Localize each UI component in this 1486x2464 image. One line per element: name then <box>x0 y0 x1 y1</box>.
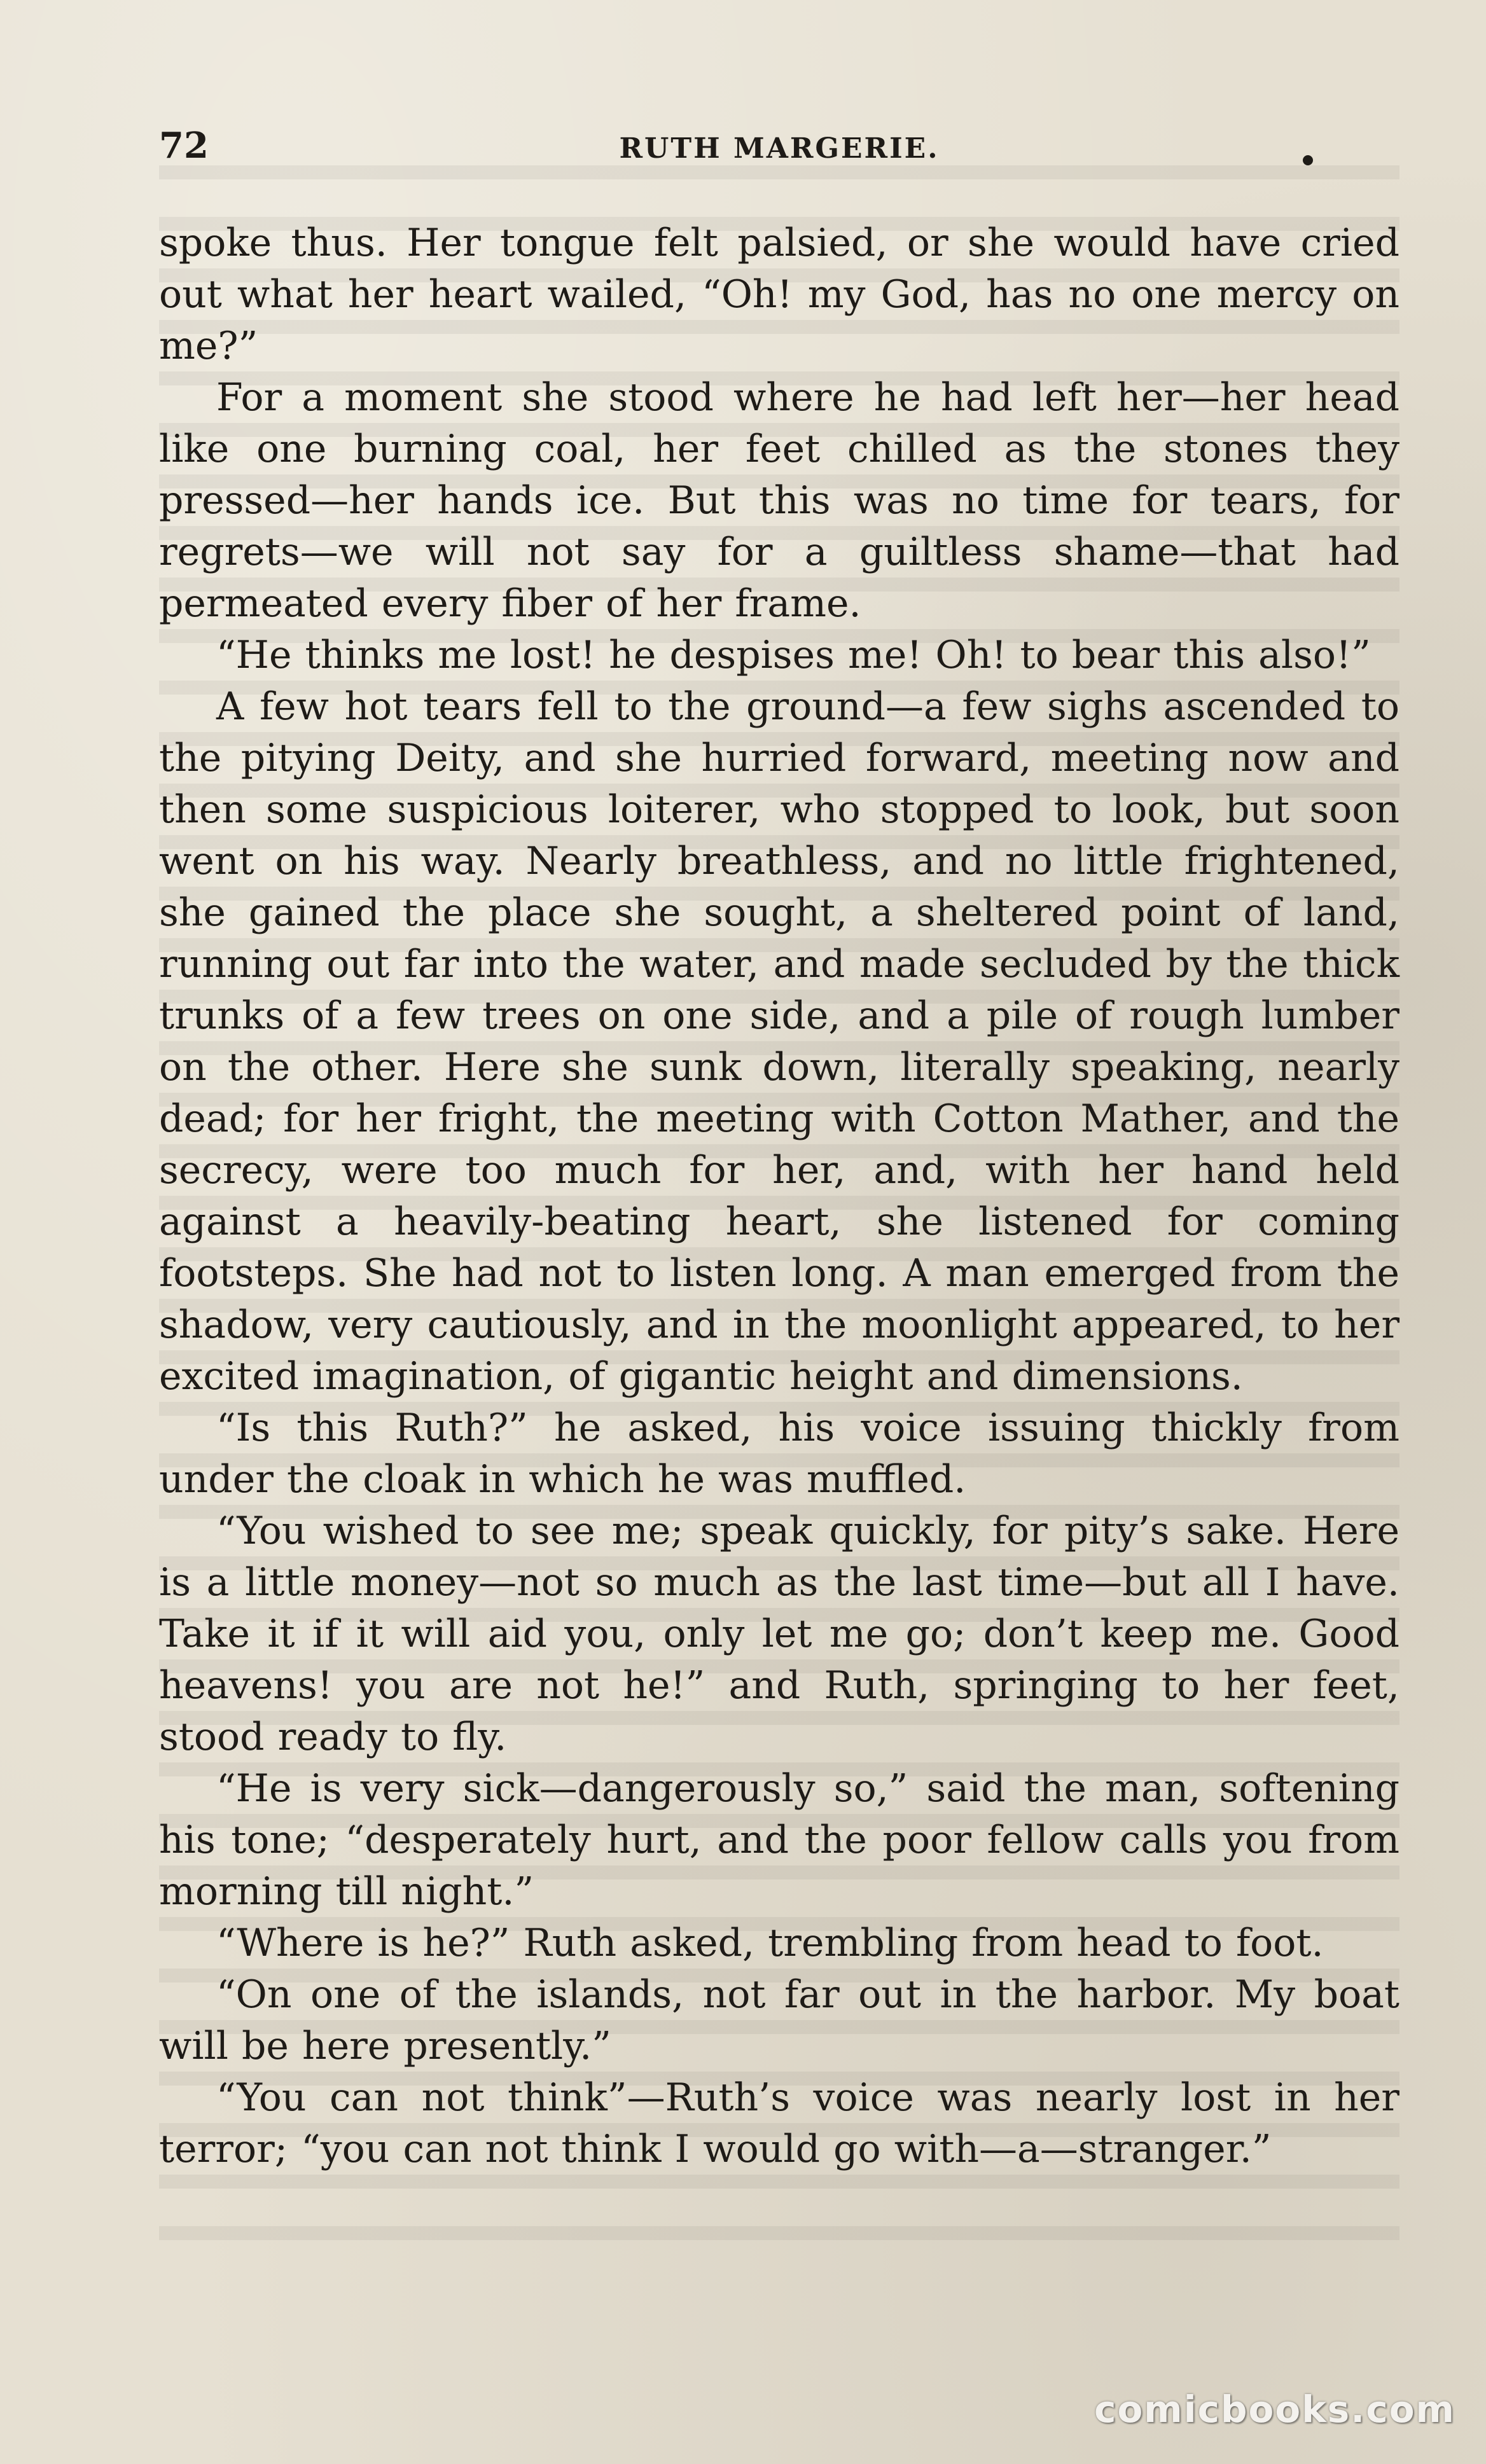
paragraph: “On one of the islands, not far out in the harbor. My boat will be here presently.” <box>159 1972 1399 2068</box>
paragraph: “He is very sick—dangerously so,” said the man, softening his tone; “desperately hurt, and the poor fellow calls you from morning till night.” <box>159 1766 1399 1914</box>
paragraph: “You can not think”—Ruth’s voice was nearly lost in her terror; “you can not think I would go with—a—stranger.” <box>159 2075 1399 2171</box>
paragraph: “Is this Ruth?” he asked, his voice issuing thickly from under the cloak in which he was muffled. <box>159 1406 1399 1502</box>
paragraph: “Where is he?” Ruth asked, trembling from head to foot. <box>216 1921 1324 1965</box>
paragraph: spoke thus. Her tongue felt palsied, or she would have cried out what her heart wailed, “Oh! my God, has no one mercy on me?” <box>159 221 1399 368</box>
ink-dot-mark <box>1303 155 1313 165</box>
page-header <box>159 125 1399 176</box>
paragraph: “He thinks me lost! he despises me! Oh! to bear this also!” <box>216 633 1371 677</box>
page-number: 72 <box>159 125 209 167</box>
paragraph: A few hot tears fell to the ground—a few sighs ascended to the pitying Deity, and she hurried forward, meeting now and then some suspicious loiterer, who stopped to look, but soon went on his way. Nearly breathless, and no little frightened, she gained the place she sought, a sheltered point of land, running out far into the water, and made secluded by the thick trunks of a few trees on one side, and a pile of rough lumber on the other. Here she sunk down, literally speaking, nearly dead; for her fright, the meeting with Cotton Mather, and the secrecy, were too much for her, and, with her hand held against a heavily-beating heart, she listened for coming footsteps. She had not to listen long. A man emerged from the shadow, very cautiously, and in the moonlight appeared, to her excited imagination, of gigantic height and dimensions. <box>159 684 1399 1399</box>
page-body <box>159 218 1399 2175</box>
watermark: comicbooks.com <box>1094 2388 1455 2431</box>
paragraph: “You wished to see me; speak quickly, for pity’s sake. Here is a little money—not so much as the last time—but all I have. Take it if it will aid you, only let me go; don’t keep me. Good heavens! you are not he!” and Ruth, springing to her feet, stood ready to fly. <box>159 1509 1399 1759</box>
paragraph: For a moment she stood where he had left her—her head like one burning coal, her feet chilled as the stones they pressed—her hands ice. But this was no time for tears, for regrets—we will not say for a guiltless shame—that had permeated every fiber of her frame. <box>159 375 1399 626</box>
running-head: RUTH MARGERIE. <box>619 132 940 165</box>
